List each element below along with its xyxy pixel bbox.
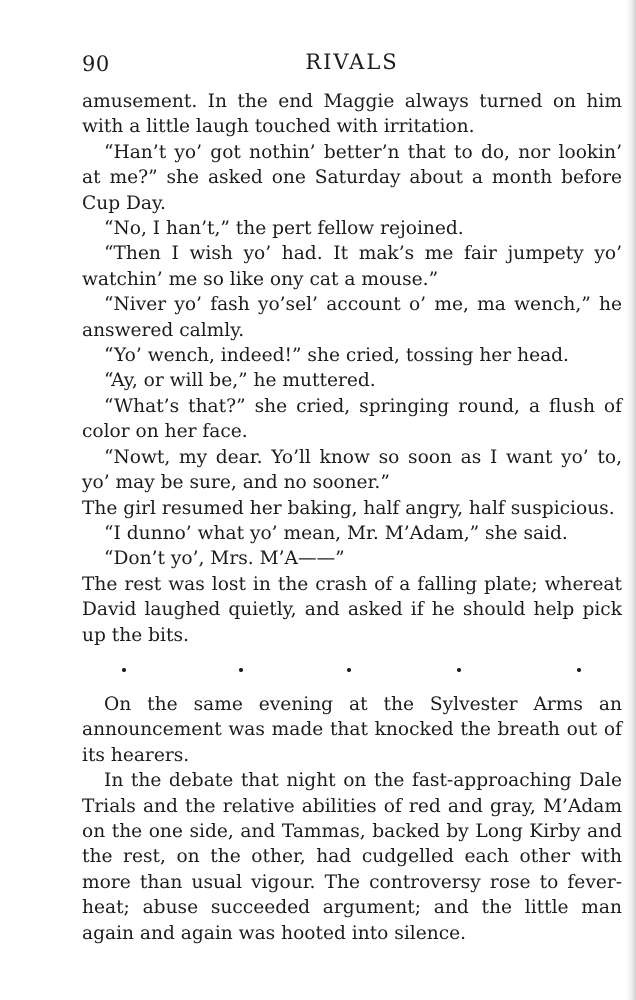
page-number: 90 [82, 52, 110, 76]
paragraph: “Then I wish yo’ had. It mak’s me fair jumpety yo’ watchin’ me so like ony cat a mouse.” [82, 243, 622, 290]
paragraph: “Ay, or will be,” he muttered. [104, 370, 376, 392]
page-header [82, 50, 622, 80]
paragraph: On the same evening at the Sylvester Arms an announcement was made that knocked the breath out of its hearers. [82, 693, 622, 766]
section-break-dot [239, 668, 243, 672]
running-title: RIVALS [305, 50, 399, 74]
paragraph: “What’s that?” she cried, springing round, a flush of color on her face. [82, 395, 622, 443]
paragraph: The rest was lost in the crash of a falling plate; whereat David laughed quietly, and asked if he should help pick up the bits. [82, 573, 622, 646]
paragraph: “Yo’ wench, indeed!” she cried, tossing her head. [104, 345, 569, 367]
section-break-dot [457, 668, 461, 672]
section-break [82, 648, 622, 692]
paragraph: The girl resumed her baking, half angry, half suspicious. [82, 497, 615, 519]
section-break-dot [347, 668, 351, 672]
section-break-dot [122, 668, 126, 672]
paragraph: “Niver yo’ fash yo’sel’ account o’ me, ma wench,” he answered calmly. [82, 294, 622, 341]
paragraph: “Don’t yo’, Mrs. M’A——” [104, 548, 345, 570]
paragraph: In the debate that night on the fast-approaching Dale Trials and the relative abilities of red and gray, M’Adam on the one side, and Tammas, backed by Long Kirby and the rest, on the other, had cudgelled each other with more than usual vigour. The controversy rose to fever-heat; abuse succeeded argument; and the little man again and again was hooted into silence. [82, 770, 622, 944]
section-break-dot [577, 668, 581, 672]
paragraph: “Han’t yo’ got nothin’ better’n that to do, nor lookin’ at me?” she asked one Saturday about a month before Cup Day. [82, 141, 622, 214]
page-edge-shadow [626, 0, 636, 1000]
paragraph: “No, I han’t,” the pert fellow rejoined. [104, 218, 464, 240]
paragraph: “Nowt, my dear. Yo’ll know so soon as I want yo’ to, yo’ may be sure, and no sooner.” [82, 446, 622, 494]
paragraph: “I dunno’ what yo’ mean, Mr. M’Adam,” she said. [104, 522, 568, 544]
paragraph: amusement. In the end Maggie always turned on him with a little laugh touched with irritation. [82, 91, 622, 138]
body-text [82, 89, 622, 946]
